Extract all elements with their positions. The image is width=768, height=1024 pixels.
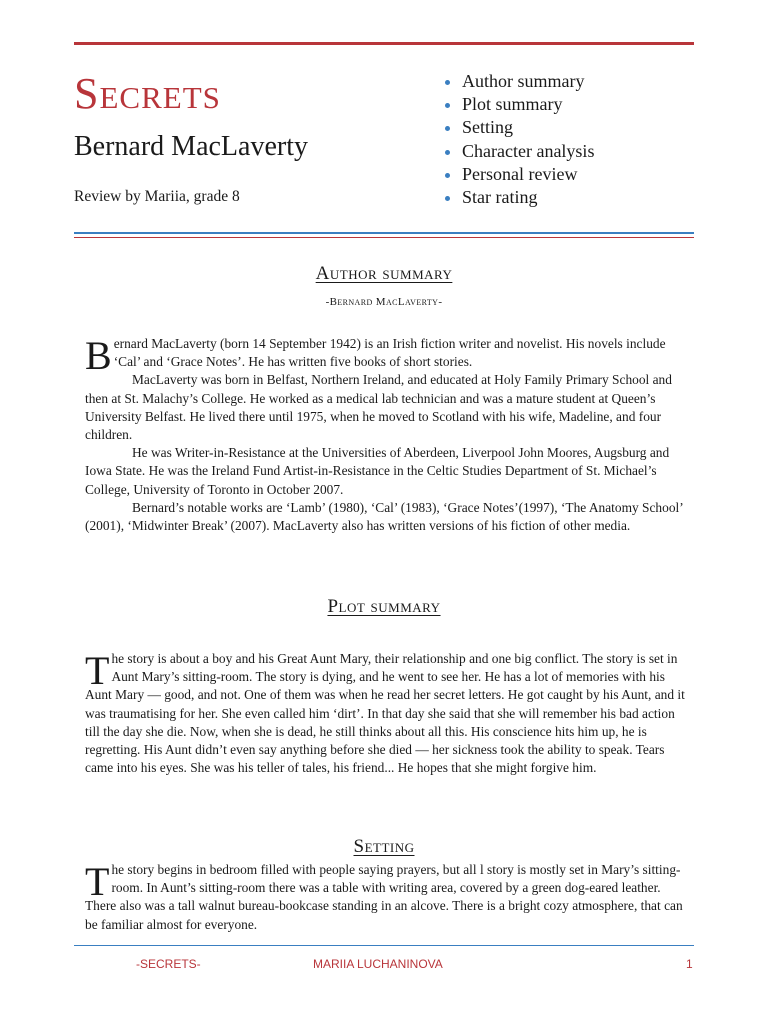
- plot-summary-paragraph: [85, 650, 685, 777]
- setting-body: [85, 861, 685, 934]
- author-summary-subheading: -Bernard MacLaverty-: [325, 296, 443, 308]
- plot-summary-heading: Plot summary: [327, 596, 441, 617]
- header-divider-secondary: [74, 237, 694, 238]
- author-summary-body: [85, 335, 685, 535]
- footer-rule: [74, 945, 694, 946]
- table-of-contents: [445, 70, 594, 209]
- header-divider: [74, 232, 694, 234]
- book-author: Bernard MacLaverty: [74, 131, 308, 162]
- author-summary-text-1: ernard MacLaverty (born 14 September 1942) is an Irish fiction writer and novelist. His novels include ‘Cal’ and ‘Grace Notes’. He has written five books of short stories.: [113, 336, 666, 370]
- toc-item-setting: Setting: [445, 116, 594, 139]
- page-number: 1: [686, 957, 693, 971]
- setting-text: he story begins in bedroom filled with people saying prayers, but all l story is mostly set in Mary’s sitting-room. In Aunt’s sitting-room there was a table with writing area, covered by a green dog-eared leather. There also was a tall walnut bureau-bookcase standing in an alcove. There is a bright cozy atmosphere, that can be familiar almost for everyone.: [85, 862, 683, 932]
- footer-author: MARIIA LUCHANINOVA: [313, 957, 443, 971]
- author-summary-paragraph-4: Bernard’s notable works are ‘Lamb’ (1980), ‘Cal’ (1983), ‘Grace Notes’(1997), ‘The Anatomy School’ (2001), ‘Midwinter Break’ (2007). MacLaverty also has written versions of his fiction of other media.: [85, 499, 683, 534]
- setting-paragraph: [85, 861, 685, 934]
- toc-item-character-analysis: Character analysis: [445, 140, 594, 163]
- toc-item-plot-summary: Plot summary: [445, 93, 594, 116]
- top-rule: [74, 42, 694, 45]
- toc-item-personal-review: Personal review: [445, 163, 594, 186]
- author-summary-paragraph-1: [85, 333, 685, 378]
- plot-summary-body: [85, 650, 685, 777]
- author-summary-paragraph-3: He was Writer-in-Resistance at the Universities of Aberdeen, Liverpool John Moores, Augsburg and Iowa State. He was the Ireland Fund Artist-in-Resistance in the Celtic Studies Department of St. Michael’s College, University of Toronto in October 2007.: [85, 445, 670, 497]
- drop-cap: B: [85, 333, 112, 378]
- toc-item-author-summary: Author summary: [445, 70, 594, 93]
- setting-heading: Setting: [353, 836, 415, 857]
- toc-item-star-rating: Star rating: [445, 186, 594, 209]
- document-title: Secrets: [74, 69, 221, 118]
- author-summary-heading: Author summary: [315, 263, 453, 284]
- drop-cap: T: [85, 859, 110, 904]
- footer-title: -SECRETS-: [136, 957, 201, 971]
- plot-summary-text: he story is about a boy and his Great Aunt Mary, their relationship and one big conflict. The story is set in Aunt Mary’s sitting-room. The story is dying, and he went to see her. He has a lot of memories with his Aunt Mary — good, and not. One of them was when he read her secret letters. He got caught by his Aunt, and it was traumatising for her. She even called him ‘dirt’. In that day she said that she will remember his bad action till the day she die. Now, when she is dead, he still thinks about all this. His conscience hits him up, he is regretting. His Aunt didn’t even say anything before she died — her sickness took the ability to speak. Tears came into his eyes. She was his teller of tales, his friend... He hopes that she might forgive him.: [85, 651, 685, 776]
- drop-cap: T: [85, 648, 110, 693]
- review-byline: Review by Mariia, grade 8: [74, 188, 240, 205]
- author-summary-paragraph-2: MacLaverty was born in Belfast, Northern Ireland, and educated at Holy Family Primary School and then at St. Malachy’s College. He worked as a medical lab technician and was a mature student at Queen’s University Belfast. He lived there until 1975, when he moved to Scotland with his wife, Madeline, and four children.: [85, 372, 672, 443]
